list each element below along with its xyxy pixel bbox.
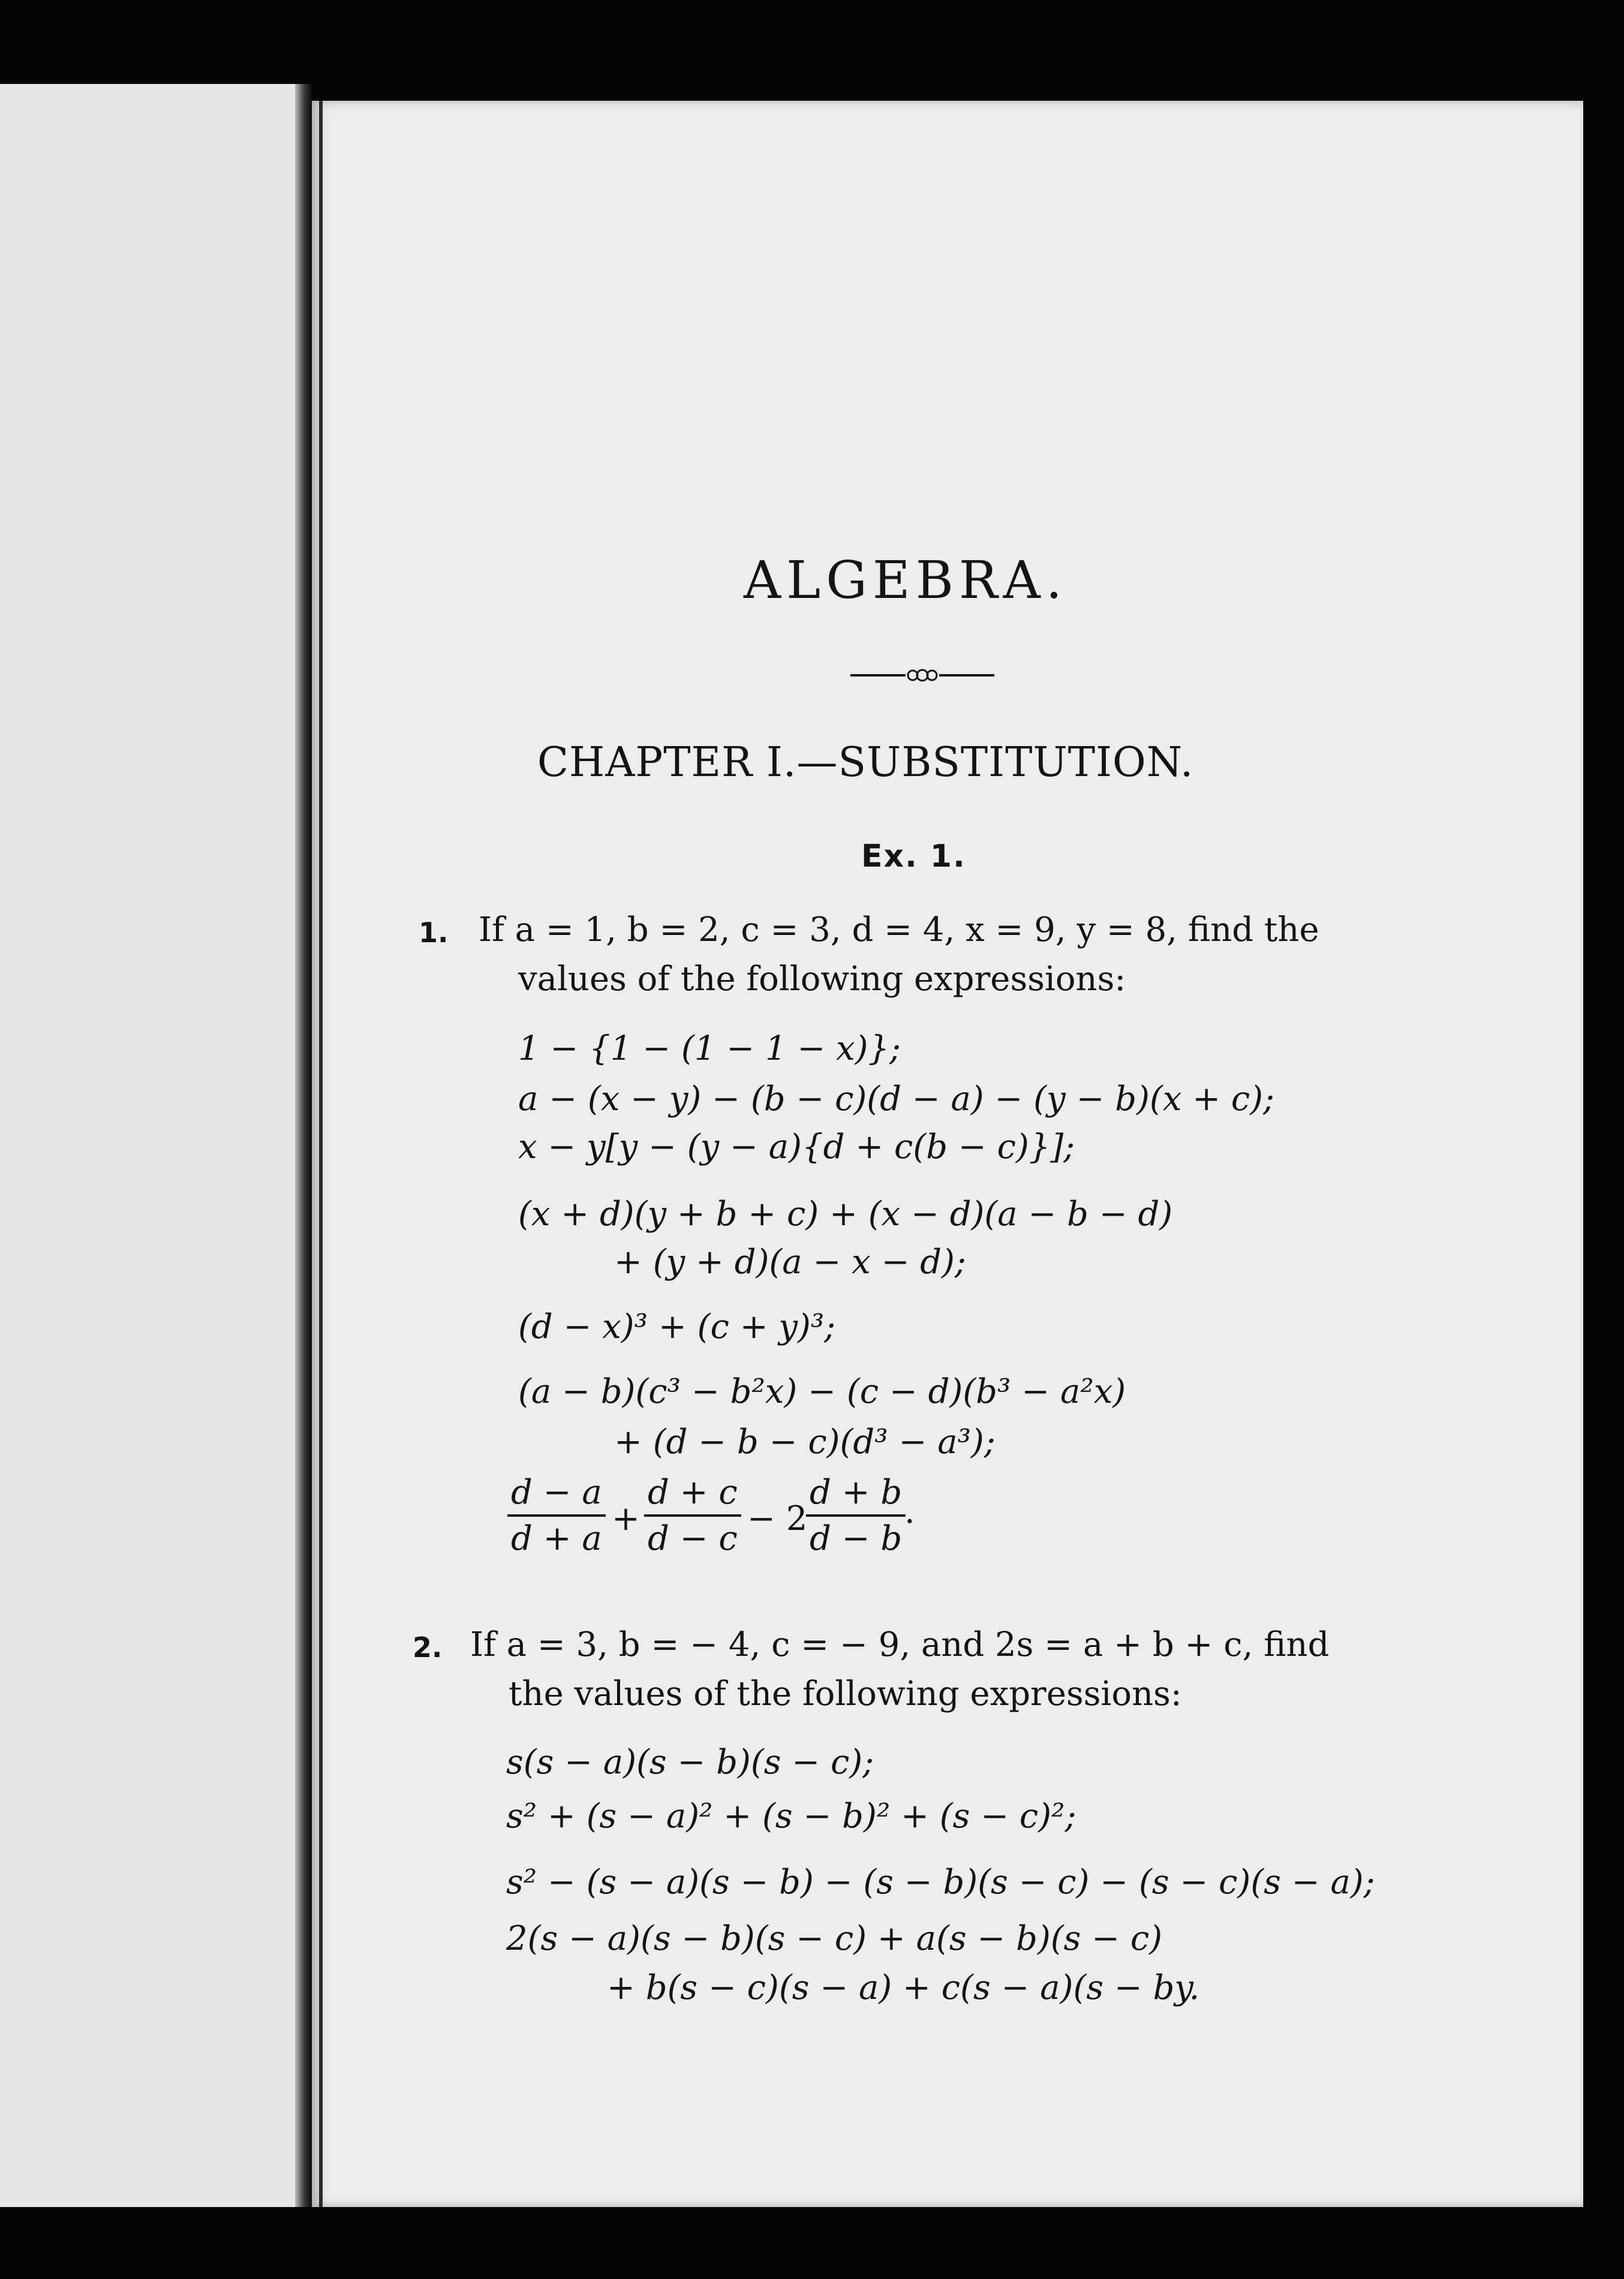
fraction-denominator: d − c: [648, 1519, 738, 1558]
math-expression: 1 − {1 − (1 − 1 − x)};: [518, 1029, 901, 1068]
math-expression: (x + d)(y + b + c) + (x − d)(a − b − d): [518, 1195, 1173, 1234]
math-expression: + (d − b − c)(d³ − a³);: [614, 1423, 996, 1462]
exercise-label: Ex. 1.: [861, 838, 966, 874]
problem-number: 2.: [413, 1631, 443, 1664]
problem-number: 1.: [419, 916, 449, 949]
math-expression: a − (x − y) − (b − c)(d − a) − (y − b)(x + c);: [518, 1080, 1275, 1119]
fraction: [507, 1473, 606, 1558]
math-expression: 2(s − a)(s − b)(s − c) + a(s − b)(s − c): [506, 1919, 1163, 1958]
math-expression: s(s − a)(s − b)(s − c);: [506, 1743, 874, 1782]
math-expression: (a − b)(c³ − b²x) − (c − d)(b³ − a²x): [518, 1372, 1126, 1411]
fraction-numerator: d − a: [507, 1473, 606, 1517]
left-page: [0, 84, 305, 2207]
fraction: [644, 1473, 741, 1558]
problem-statement: If a = 1, b = 2, c = 3, d = 4, x = 9, y = 8, find the: [479, 910, 1319, 949]
fraction: [806, 1473, 906, 1558]
math-expression: s² − (s − a)(s − b) − (s − b)(s − c) − (s − c)(s − a);: [506, 1863, 1375, 1902]
operator: − 2: [747, 1499, 808, 1538]
fraction-numerator: d + c: [644, 1473, 741, 1517]
left-page-edge: [295, 84, 312, 2207]
math-expression: x − y[y − (y − a){d + c(b − c)}];: [518, 1128, 1075, 1166]
fraction-denominator: d − b: [810, 1519, 903, 1558]
book-title: ALGEBRA.: [744, 551, 1068, 611]
math-expression: + (y + d)(a − x − d);: [614, 1243, 966, 1282]
gutter-line: [319, 101, 323, 2207]
operator: .: [904, 1492, 915, 1531]
problem-statement: values of the following expressions:: [518, 960, 1126, 999]
chapter-heading: CHAPTER I.—SUBSTITUTION.: [537, 739, 1194, 786]
operator: +: [612, 1499, 640, 1538]
math-expression: + b(s − c)(s − a) + c(s − a)(s − by.: [607, 1968, 1200, 2007]
title-ornament: [850, 667, 994, 684]
fraction-numerator: d + b: [806, 1473, 906, 1517]
math-expression: s² + (s − a)² + (s − b)² + (s − c)²;: [506, 1797, 1076, 1836]
fraction-denominator: d + a: [511, 1519, 602, 1558]
problem-statement: If a = 3, b = − 4, c = − 9, and 2s = a + b + c, find: [470, 1625, 1330, 1664]
math-expression: (d − x)³ + (c + y)³;: [518, 1307, 836, 1346]
problem-statement: the values of the following expressions:: [509, 1674, 1182, 1713]
